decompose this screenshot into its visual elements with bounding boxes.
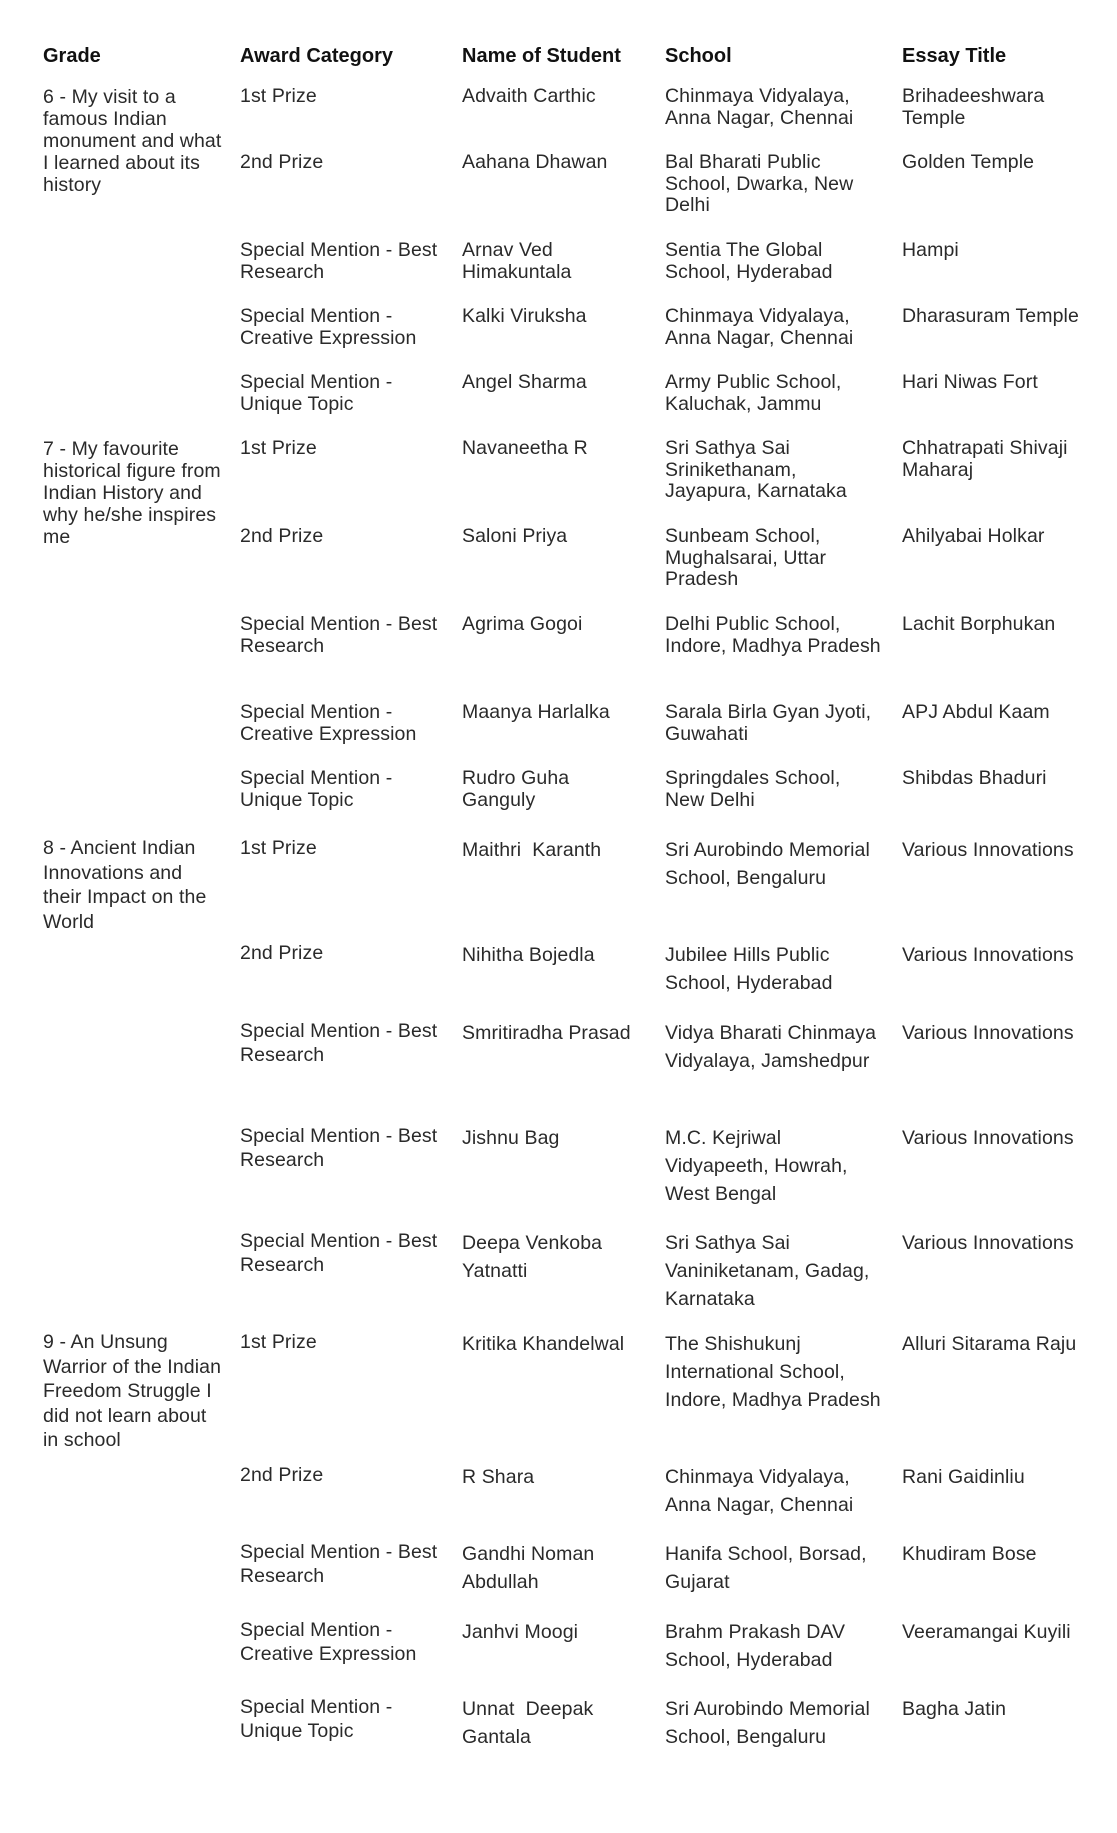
award-cell: Special Mention - Creative Expression	[240, 1619, 417, 1665]
essay-title-cell: Khudiram Bose	[902, 1543, 1037, 1565]
school-cell: Sri Sathya Sai Vaniniketanam, Gadag, Karnataka	[665, 1232, 870, 1310]
header-school: School	[665, 45, 732, 67]
student-name-cell: Janhvi Moogi	[462, 1621, 579, 1643]
award-cell: Special Mention - Best Research	[240, 239, 438, 283]
student-name-cell: Kritika Khandelwal	[462, 1333, 625, 1355]
award-cell: Special Mention - Creative Expression	[240, 305, 417, 349]
award-cell: 2nd Prize	[240, 1464, 324, 1486]
essay-title-cell: Rani Gaidinliu	[902, 1466, 1025, 1488]
essay-title-cell: Chhatrapati Shivaji Maharaj	[902, 437, 1068, 481]
student-name-cell: Navaneetha R	[462, 437, 588, 459]
student-name-cell: Unnat Deepak Gantala	[462, 1698, 599, 1748]
award-cell: Special Mention - Unique Topic	[240, 767, 393, 811]
student-name-cell: Arnav Ved Himakuntala	[462, 239, 572, 283]
award-cell: 1st Prize	[240, 837, 317, 859]
essay-title-cell: Veeramangai Kuyili	[902, 1621, 1071, 1643]
school-cell: Sri Aurobindo Memorial School, Bengaluru	[665, 1698, 870, 1748]
essay-title-cell: Various Innovations	[902, 1232, 1074, 1254]
award-cell: Special Mention - Best Research	[240, 1020, 438, 1066]
student-name-cell: Aahana Dhawan	[462, 151, 608, 173]
student-name-cell: R Shara	[462, 1466, 535, 1488]
award-cell: 2nd Prize	[240, 151, 324, 173]
student-name-cell: Agrima Gogoi	[462, 613, 583, 635]
student-name-cell: Gandhi Noman Abdullah	[462, 1543, 595, 1593]
essay-title-cell: Various Innovations	[902, 1022, 1074, 1044]
school-cell: Chinmaya Vidyalaya, Anna Nagar, Chennai	[665, 1466, 854, 1516]
school-cell: Bal Bharati Public School, Dwarka, New Delhi	[665, 151, 854, 216]
award-cell: Special Mention - Creative Expression	[240, 701, 417, 745]
award-cell: 2nd Prize	[240, 525, 324, 547]
school-cell: Chinmaya Vidyalaya, Anna Nagar, Chennai	[665, 85, 854, 129]
table-row	[33, 86, 1093, 152]
essay-title-cell: Hampi	[902, 239, 959, 261]
essay-title-cell: Various Innovations	[902, 839, 1074, 861]
essay-title-cell: Hari Niwas Fort	[902, 371, 1038, 393]
school-cell: Sunbeam School, Mughalsarai, Uttar Pradesh	[665, 525, 827, 590]
student-name-cell: Maithri Karanth	[462, 839, 602, 861]
school-cell: Sri Aurobindo Memorial School, Bengaluru	[665, 839, 870, 889]
school-cell: Sentia The Global School, Hyderabad	[665, 239, 833, 283]
essay-title-cell: Various Innovations	[902, 944, 1074, 966]
essay-title-cell: Dharasuram Temple	[902, 305, 1079, 327]
grade-group-6	[33, 86, 1093, 438]
student-name-cell: Jishnu Bag	[462, 1127, 560, 1149]
school-cell: Vidya Bharati Chinmaya Vidyalaya, Jamshedpur	[665, 1022, 877, 1072]
grade-cell: 8 - Ancient Indian Innovations and their Impact on the World	[43, 837, 207, 933]
essay-title-cell: Alluri Sitarama Raju	[902, 1333, 1077, 1355]
school-cell: Springdales School, New Delhi	[665, 767, 841, 811]
student-name-cell: Smritiradha Prasad	[462, 1022, 631, 1044]
student-name-cell: Saloni Priya	[462, 525, 568, 547]
student-name-cell: Angel Sharma	[462, 371, 587, 393]
award-cell: Special Mention - Best Research	[240, 1125, 438, 1171]
grade-cell: 9 - An Unsung Warrior of the Indian Freedom Struggle I did not learn about in school	[43, 1331, 222, 1451]
award-cell: Special Mention - Best Research	[240, 1541, 438, 1587]
header-name-of-student: Name of Student	[462, 45, 621, 67]
school-cell: Army Public School, Kaluchak, Jammu	[665, 371, 842, 415]
table-row	[33, 1330, 1093, 1463]
award-cell: 2nd Prize	[240, 942, 324, 964]
award-cell: 1st Prize	[240, 1331, 317, 1353]
award-cell: 1st Prize	[240, 437, 317, 459]
award-cell: Special Mention - Best Research	[240, 1230, 438, 1276]
grade-cell: 6 - My visit to a famous Indian monument and what I learned about its history	[43, 86, 222, 196]
award-cell: 1st Prize	[240, 85, 317, 107]
school-cell: M.C. Kejriwal Vidyapeeth, Howrah, West Bengal	[665, 1127, 848, 1205]
header-essay-title: Essay Title	[902, 45, 1007, 67]
school-cell: The Shishukunj International School, Indore, Madhya Pradesh	[665, 1333, 881, 1411]
essay-title-cell: Ahilyabai Holkar	[902, 525, 1045, 547]
school-cell: Jubilee Hills Public School, Hyderabad	[665, 944, 833, 994]
header-grade: Grade	[43, 45, 101, 67]
essay-title-cell: Bagha Jatin	[902, 1698, 1007, 1720]
essay-title-cell: Brihadeeshwara Temple	[902, 85, 1045, 129]
header-award-category: Award Category	[240, 45, 394, 67]
table-header	[33, 40, 1093, 86]
table-row	[33, 438, 1093, 526]
student-name-cell: Deepa Venkoba Yatnatti	[462, 1232, 603, 1282]
school-cell: Sarala Birla Gyan Jyoti, Guwahati	[665, 701, 872, 745]
student-name-cell: Maanya Harlalka	[462, 701, 610, 723]
essay-title-cell: Shibdas Bhaduri	[902, 767, 1047, 789]
essay-title-cell: Lachit Borphukan	[902, 613, 1056, 635]
grade-group-7	[33, 438, 1093, 836]
table-row	[33, 836, 1093, 941]
student-name-cell: Nihitha Bojedla	[462, 944, 595, 966]
awards-table	[33, 40, 1093, 1785]
award-cell: Special Mention - Unique Topic	[240, 1696, 393, 1742]
essay-title-cell: Various Innovations	[902, 1127, 1074, 1149]
school-cell: Sri Sathya Sai Srinikethanam, Jayapura, Karnataka	[665, 437, 847, 502]
student-name-cell: Rudro Guha Ganguly	[462, 767, 570, 811]
header-row	[33, 40, 1093, 86]
student-name-cell: Kalki Viruksha	[462, 305, 587, 327]
student-name-cell: Advaith Carthic	[462, 85, 596, 107]
award-cell: Special Mention - Unique Topic	[240, 371, 393, 415]
grade-group-8	[33, 836, 1093, 1330]
school-cell: Hanifa School, Borsad, Gujarat	[665, 1543, 867, 1593]
grade-cell: 7 - My favourite historical figure from Indian History and why he/she inspires me	[43, 438, 221, 548]
essay-title-cell: APJ Abdul Kaam	[902, 701, 1050, 723]
school-cell: Delhi Public School, Indore, Madhya Pradesh	[665, 613, 881, 657]
award-cell: Special Mention - Best Research	[240, 613, 438, 657]
school-cell: Chinmaya Vidyalaya, Anna Nagar, Chennai	[665, 305, 854, 349]
grade-group-9	[33, 1330, 1093, 1785]
school-cell: Brahm Prakash DAV School, Hyderabad	[665, 1621, 846, 1671]
essay-title-cell: Golden Temple	[902, 151, 1035, 173]
